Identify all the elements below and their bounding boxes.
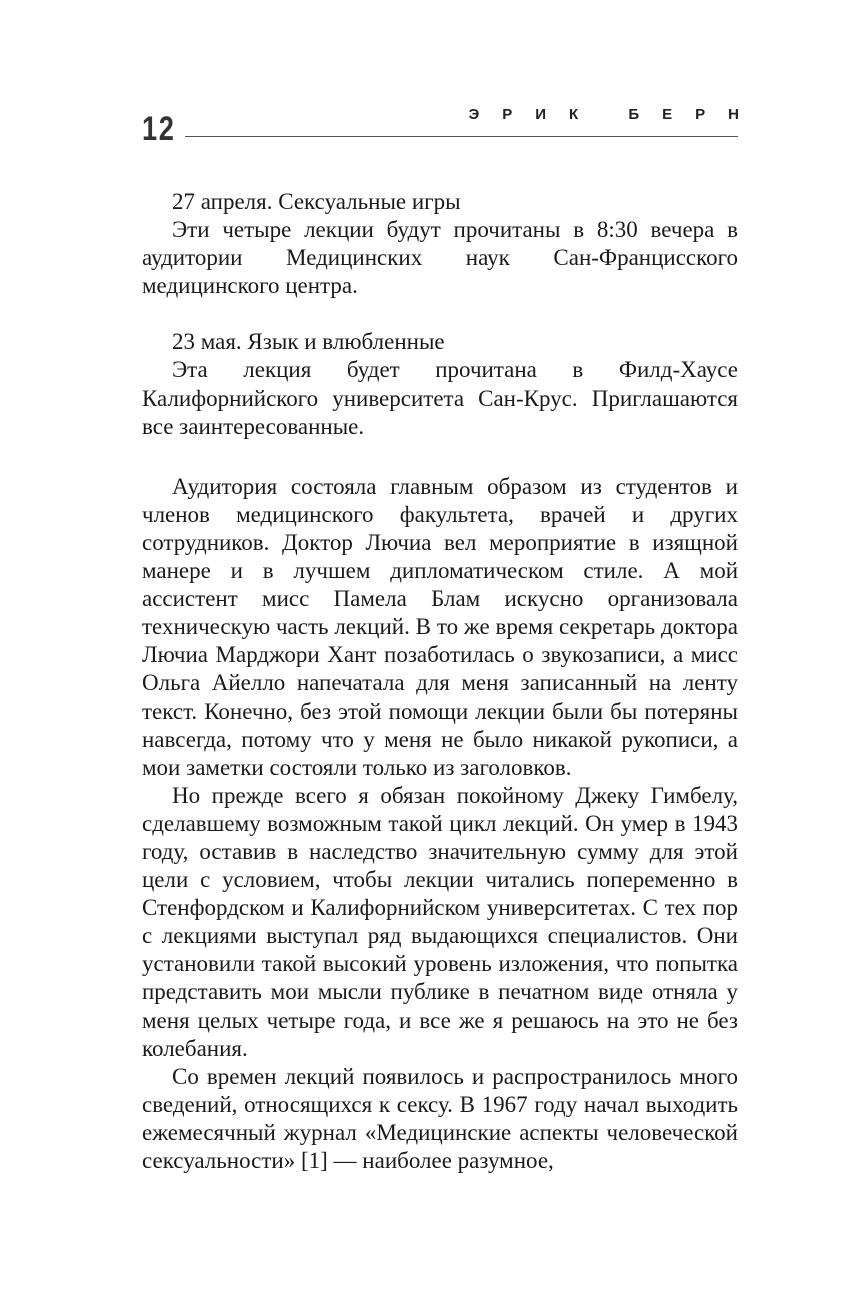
spacer: [142, 300, 738, 328]
body-paragraph: Но прежде всего я обязан покойному Джеку Гимбелу, сделавшему возможным такой цикл лекций. Он умер в 1943 году, оставив в наследство значительную сумму для этой цели с условием, чтобы лекции читались попеременно в Стенфордском и Калифорнийском университетах. С тех пор с лекциями выступал ряд выдающихся специалистов. Они установили такой высокий уровень изложения, что попытка представить мои мысли публике в печатном виде отняла у меня целых четыре года, и все же я решаюсь на это не без колебания.: [142, 782, 738, 1061]
page-body: [142, 188, 738, 1175]
running-head-author: ЭРИК БЕРН: [468, 106, 762, 123]
running-header: [0, 0, 845, 160]
header-rule: [185, 136, 738, 137]
spacer: [142, 441, 738, 473]
lecture-entry-text: Эти четыре лекции будут прочитаны в 8:30 вечера в аудитории Медицинских наук Сан-Францисского медицинского центра.: [142, 217, 738, 299]
lecture-entry-title: 27 апреля. Сексуальные игры: [172, 189, 461, 214]
page-number: 12: [142, 110, 176, 148]
body-paragraph: Аудитория состояла главным образом из студентов и членов медицинского факультета, врачей и других сотрудников. Доктор Лючиа вел мероприятие в изящной манере и в лучшем дипломатическом стиле. А мой ассистент мисс Памела Блам искусно организовала техническую часть лекций. В то же время секретарь доктора Лючиа Марджори Хант позаботилась о звукозаписи, а мисс Ольга Айелло напечатала для меня записанный на ленту текст. Конечно, без этой помощи лекции были бы потеряны навсегда, потому что у меня не было никакой рукописи, а мои заметки состояли только из заголовков.: [142, 473, 738, 780]
body-paragraph: Со времен лекций появилось и распространилось много сведений, относящихся к сексу. В 1967 году начал выходить ежемесячный журнал «Медицинские аспекты человеческой сексуальности» [1] — наиболее разумное,: [142, 1063, 738, 1173]
lecture-entry-title: 23 мая. Язык и влюбленные: [172, 329, 445, 355]
lecture-entry-text: Эта лекция будет прочитана в Филд-Хаусе Калифорнийского университета Сан-Крус. Приглашаются все заинтересованные.: [142, 357, 738, 439]
